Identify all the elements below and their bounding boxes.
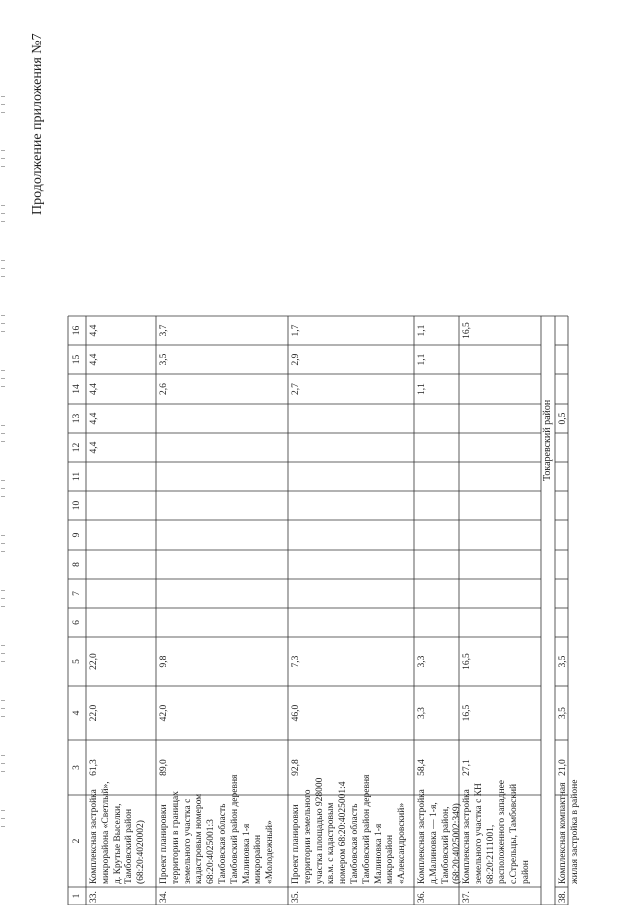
margin-tick	[1, 205, 5, 206]
column-number-13: 13	[72, 413, 82, 424]
margin-tick	[1, 276, 5, 277]
column-number-9: 9	[72, 532, 82, 538]
object-name-line: 68:20:4025001:3	[206, 819, 217, 884]
row-number: 33.	[89, 891, 99, 903]
cell-col-16: 1,1	[417, 324, 427, 337]
column-number-7: 7	[72, 591, 82, 596]
column-number-14: 14	[72, 384, 82, 394]
cell-col-16: 4,4	[89, 324, 99, 337]
appendix-continuation-title: Продолжение приложения №7	[30, 33, 45, 215]
cell-col-3: 89,0	[159, 759, 169, 776]
column-number-11: 11	[72, 471, 82, 482]
margin-tick	[1, 260, 5, 261]
object-name-line: Тамбовский район деревня	[229, 774, 240, 884]
object-name-line: Тамбовская область	[350, 803, 360, 884]
object-name-line: Малиновка 1-я	[241, 823, 252, 884]
row-number: 35.	[291, 891, 301, 903]
object-name-line: Проект планировки	[159, 804, 169, 884]
cell-col-5: 9,8	[159, 655, 169, 668]
cell-col-3: 58,4	[417, 759, 427, 776]
object-name-line: с.Стрельцы, Тамбовский	[509, 783, 520, 884]
object-name-line: участка площадью 928000	[314, 777, 325, 884]
cell-col-14: 2,7	[291, 383, 301, 395]
margin-tick	[1, 496, 5, 497]
margin-tick	[1, 598, 5, 599]
margin-tick	[1, 378, 5, 379]
object-name-line: микрорайон	[385, 834, 396, 884]
object-name-line: земельного участка с КН	[473, 783, 484, 884]
column-number-16: 16	[72, 325, 82, 336]
margin-tick	[1, 818, 5, 819]
margin-tick	[1, 826, 5, 827]
object-name-line: территории земельного	[302, 789, 313, 884]
cell-col-16: 16,5	[462, 322, 472, 339]
object-name-line: Тамбовская область	[218, 803, 228, 884]
cell-col-4: 16,5	[462, 704, 472, 722]
column-number-5: 5	[72, 659, 82, 664]
object-name-line: Тамбовский район деревня	[361, 774, 372, 884]
margin-tick	[1, 104, 5, 105]
object-name-line: кв.м. с кадастровым	[326, 802, 337, 884]
column-number-12: 12	[72, 442, 82, 453]
object-name-line: Комплексная компактная	[558, 782, 568, 884]
object-name-line: Комплексная застройка	[417, 789, 427, 884]
object-name-line: Тамбовский район,	[440, 806, 451, 884]
cell-col-14: 1,1	[417, 383, 427, 395]
object-name-line: номером 68:20:4025001:4	[338, 781, 349, 884]
margin-tick	[1, 268, 5, 269]
margin-tick	[1, 708, 5, 709]
object-name-line: Комплексная застройка	[462, 789, 472, 884]
margin-tick	[1, 112, 5, 113]
margin-tick	[1, 480, 5, 481]
margin-tick	[1, 166, 5, 167]
cell-col-5: 7,3	[291, 655, 301, 668]
object-name-line: территории в границах	[170, 791, 181, 884]
column-number-4: 4	[72, 710, 82, 716]
cell-col-4: 3,3	[417, 707, 427, 719]
object-name-line: 68:20:2111001,	[485, 824, 496, 884]
margin-tick	[1, 810, 5, 811]
cell-col-4: 46,0	[291, 704, 301, 722]
column-number-1: 1	[72, 893, 82, 899]
cell-col-4: 3,5	[558, 707, 568, 719]
margin-tick	[1, 700, 5, 701]
cell-col-13: 4,4	[89, 412, 99, 425]
section-row-tokarevsky: Токаревский район	[542, 399, 553, 481]
object-name-line: д.Малиновка — 1-я,	[428, 802, 439, 884]
object-name-line: микрорайон	[253, 834, 264, 884]
object-name-line: жилая застройка в районе	[569, 779, 580, 884]
cell-col-5: 22,0	[89, 653, 99, 670]
cell-col-14: 4,4	[89, 383, 99, 395]
margin-tick	[1, 386, 5, 387]
cell-col-13: 0,5	[558, 412, 568, 425]
object-name-line: район	[521, 860, 531, 884]
cell-col-3: 27,1	[462, 759, 472, 776]
row-number: 37.	[462, 891, 472, 903]
object-name-line: «Молодежный»	[265, 820, 276, 884]
cell-col-15: 2,9	[291, 353, 301, 366]
row-number: 38.	[558, 891, 568, 903]
cell-col-5: 3,3	[417, 655, 427, 668]
cell-col-12: 4,4	[89, 441, 99, 454]
margin-tick	[1, 771, 5, 772]
margin-tick	[1, 645, 5, 646]
column-number-2: 2	[72, 838, 82, 844]
margin-tick	[1, 323, 5, 324]
margin-tick	[1, 551, 5, 552]
margin-tick	[1, 653, 5, 654]
object-name-line: микрорайона «Светлый»,	[100, 781, 111, 884]
object-name-line: Тамбовский район	[124, 808, 135, 884]
margin-tick	[1, 221, 5, 222]
object-name-line: д. Крутые Выселки,	[112, 803, 123, 884]
margin-tick	[1, 606, 5, 607]
margin-tick	[1, 96, 5, 97]
column-number-15: 15	[72, 354, 82, 365]
margin-tick	[1, 488, 5, 489]
margin-tick	[1, 158, 5, 159]
cell-col-15: 1,1	[417, 353, 427, 366]
object-name-line: Малиновка 1-я	[373, 823, 384, 884]
row-number: 34.	[159, 891, 169, 903]
object-name-line: расположенного западнее	[497, 780, 508, 884]
cell-col-3: 61,3	[89, 759, 99, 776]
margin-tick	[1, 441, 5, 442]
margin-tick	[1, 425, 5, 426]
margin-tick	[1, 661, 5, 662]
object-name-line: земельного участка с	[182, 798, 193, 884]
object-name-line: (68:20:4020002)	[136, 820, 147, 884]
object-name-line: (68:20:4025002:349)	[452, 803, 463, 884]
cell-col-14: 2,6	[159, 383, 169, 395]
column-number-6: 6	[72, 620, 82, 625]
margin-tick	[1, 716, 5, 717]
margin-tick	[1, 213, 5, 214]
margin-tick	[1, 370, 5, 371]
cell-col-4: 22,0	[89, 704, 99, 722]
margin-tick	[1, 315, 5, 316]
object-name-line: Проект планировки	[291, 804, 301, 884]
margin-tick	[1, 590, 5, 591]
cell-col-5: 3,5	[558, 655, 568, 668]
column-number-10: 10	[72, 500, 82, 511]
cell-col-16: 1,7	[291, 324, 301, 337]
object-name-line: «Александровский»	[397, 802, 408, 884]
margin-tick	[1, 763, 5, 764]
margin-tick	[1, 150, 5, 151]
cell-col-3: 21,0	[558, 759, 568, 776]
object-name-line: Комплексная застройка	[89, 789, 99, 884]
margin-tick	[1, 755, 5, 756]
object-name-line: кадастровым номером	[194, 793, 205, 884]
column-number-8: 8	[72, 562, 82, 567]
cell-col-16: 3,7	[159, 324, 169, 337]
margin-tick	[1, 433, 5, 434]
cell-col-15: 3,5	[159, 353, 169, 366]
margin-tick	[1, 535, 5, 536]
row-number: 36.	[417, 891, 427, 903]
cell-col-15: 4,4	[89, 353, 99, 366]
cell-col-4: 42,0	[159, 704, 169, 722]
cell-col-5: 16,5	[462, 653, 472, 670]
cell-col-3: 92,8	[291, 759, 301, 776]
margin-tick	[1, 331, 5, 332]
column-number-3: 3	[72, 765, 82, 770]
margin-tick	[1, 543, 5, 544]
